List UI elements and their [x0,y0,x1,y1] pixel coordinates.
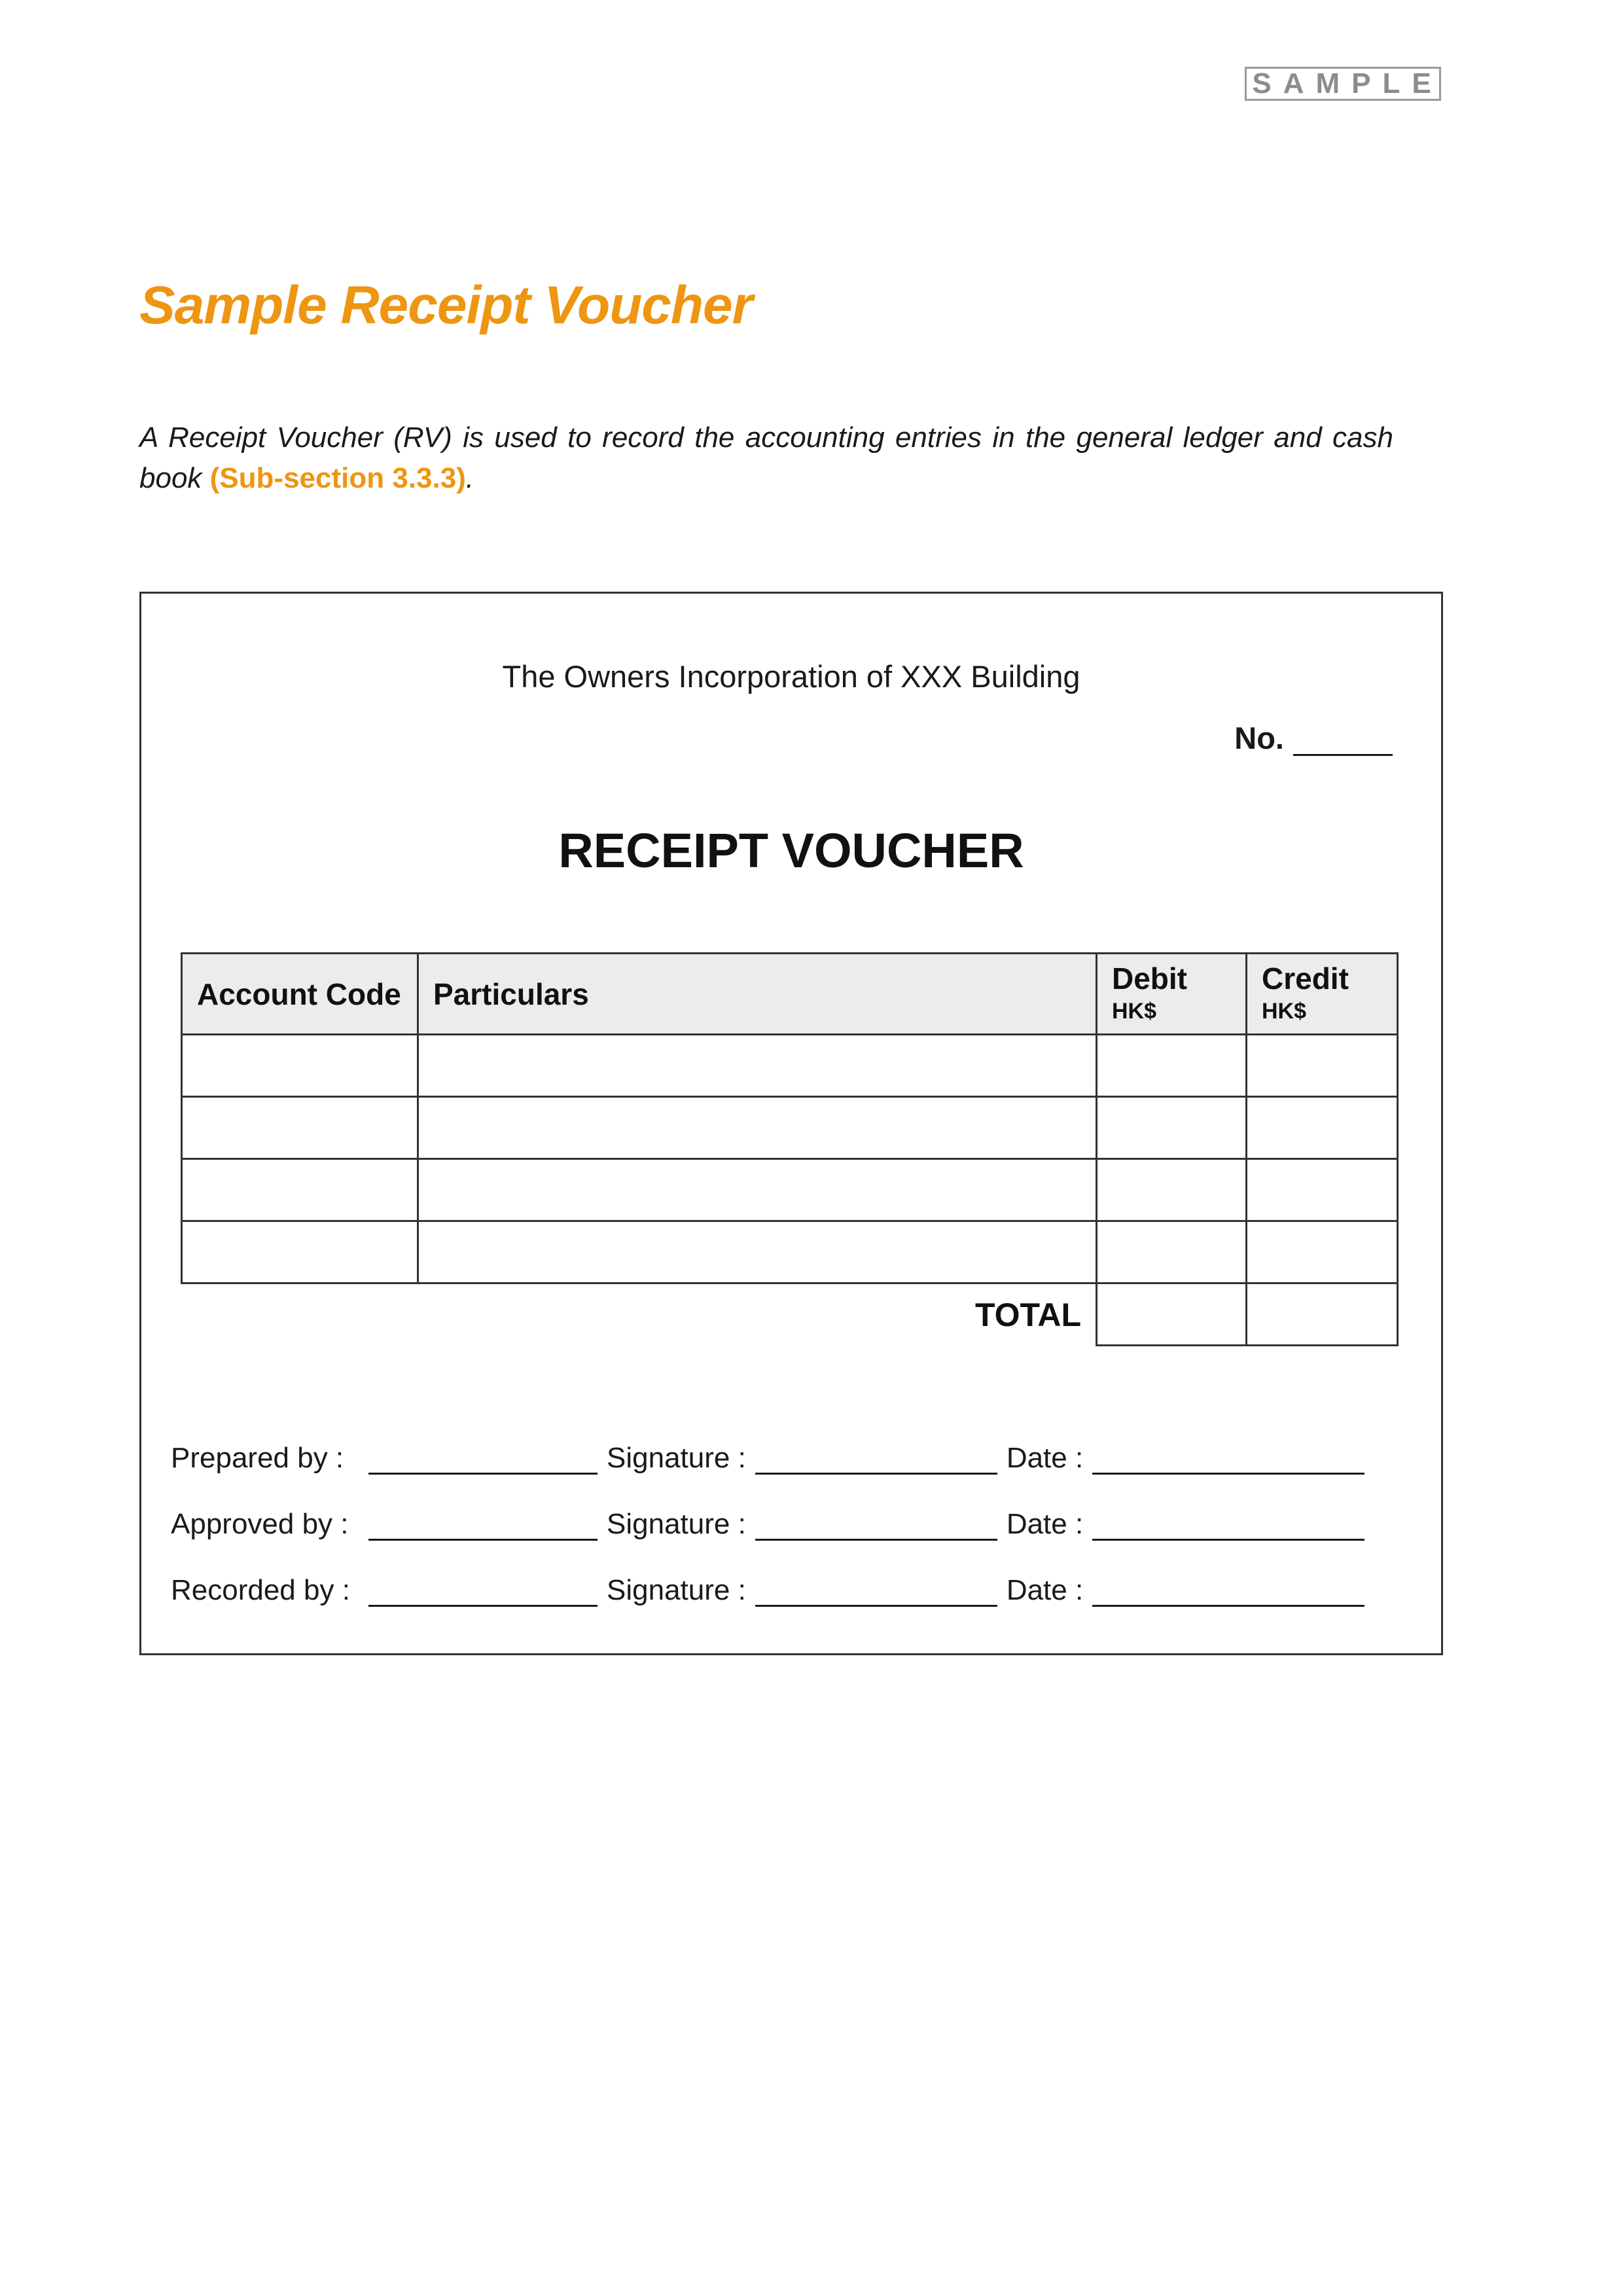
debit-cell[interactable] [1097,1221,1247,1283]
signoff-section [171,1408,1364,1607]
sample-badge: SAMPLE [1245,67,1441,101]
account-code-cell[interactable] [182,1035,418,1097]
particulars-cell[interactable] [418,1159,1097,1221]
column-header-account-code: Account Code [182,954,418,1035]
recorded-by-field[interactable] [368,1580,597,1607]
prepared-date-field[interactable] [1092,1448,1364,1475]
credit-label: Credit [1262,961,1349,996]
signature-label: Signature : [607,1574,746,1606]
total-row [182,1283,1398,1346]
organization-name: The Owners Incorporation of XXX Building [502,659,1080,694]
credit-cell[interactable] [1247,1097,1398,1159]
column-header-credit [1247,954,1398,1035]
table-row [182,1097,1398,1159]
total-debit-cell[interactable] [1097,1283,1247,1346]
approved-by-field[interactable] [368,1514,597,1541]
voucher-number-field[interactable] [1293,728,1393,756]
particulars-cell[interactable] [418,1035,1097,1097]
voucher-number-label: No. [1234,721,1284,755]
date-label: Date : [1006,1442,1084,1474]
table-header-row [182,954,1398,1035]
approved-by-label: Approved by : [171,1508,349,1540]
debit-cell[interactable] [1097,1159,1247,1221]
account-code-cell[interactable] [182,1097,418,1159]
intro-text: A Receipt Voucher (RV) is used to record the accounting entries in the general ledger and cash book [139,422,1393,494]
table-row [182,1035,1398,1097]
credit-unit: HK$ [1262,999,1307,1024]
signoff-row-recorded [171,1541,1364,1607]
account-code-cell[interactable] [182,1159,418,1221]
total-label: TOTAL [418,1283,1097,1346]
receipt-voucher-form [139,592,1443,1655]
account-code-cell[interactable] [182,1221,418,1283]
table-row [182,1221,1398,1283]
total-spacer [182,1283,418,1346]
debit-label: Debit [1112,961,1187,996]
prepared-signature-field[interactable] [755,1448,997,1475]
credit-cell[interactable] [1247,1221,1398,1283]
voucher-number [1234,720,1393,756]
voucher-heading: RECEIPT VOUCHER [558,823,1024,878]
prepared-by-label: Prepared by : [171,1442,344,1474]
approved-date-field[interactable] [1092,1514,1364,1541]
page-title: Sample Receipt Voucher [139,276,753,335]
signoff-row-prepared [171,1408,1364,1475]
date-label: Date : [1006,1508,1084,1540]
credit-cell[interactable] [1247,1159,1398,1221]
particulars-cell[interactable] [418,1221,1097,1283]
debit-unit: HK$ [1112,999,1157,1024]
signoff-row-approved [171,1475,1364,1541]
recorded-date-field[interactable] [1092,1580,1364,1607]
approved-signature-field[interactable] [755,1514,997,1541]
table-row [182,1159,1398,1221]
debit-cell[interactable] [1097,1035,1247,1097]
signature-label: Signature : [607,1508,746,1540]
credit-cell[interactable] [1247,1035,1398,1097]
date-label: Date : [1006,1574,1084,1606]
entries-table [181,952,1397,1346]
signature-label: Signature : [607,1442,746,1474]
particulars-cell[interactable] [418,1097,1097,1159]
intro-paragraph [139,418,1393,499]
recorded-by-label: Recorded by : [171,1574,350,1606]
subsection-reference-link[interactable]: (Sub-section 3.3.3) [209,462,466,494]
column-header-particulars: Particulars [418,954,1097,1035]
recorded-signature-field[interactable] [755,1580,997,1607]
intro-suffix: . [465,462,474,494]
prepared-by-field[interactable] [368,1448,597,1475]
debit-cell[interactable] [1097,1097,1247,1159]
column-header-debit [1097,954,1247,1035]
total-credit-cell[interactable] [1247,1283,1398,1346]
